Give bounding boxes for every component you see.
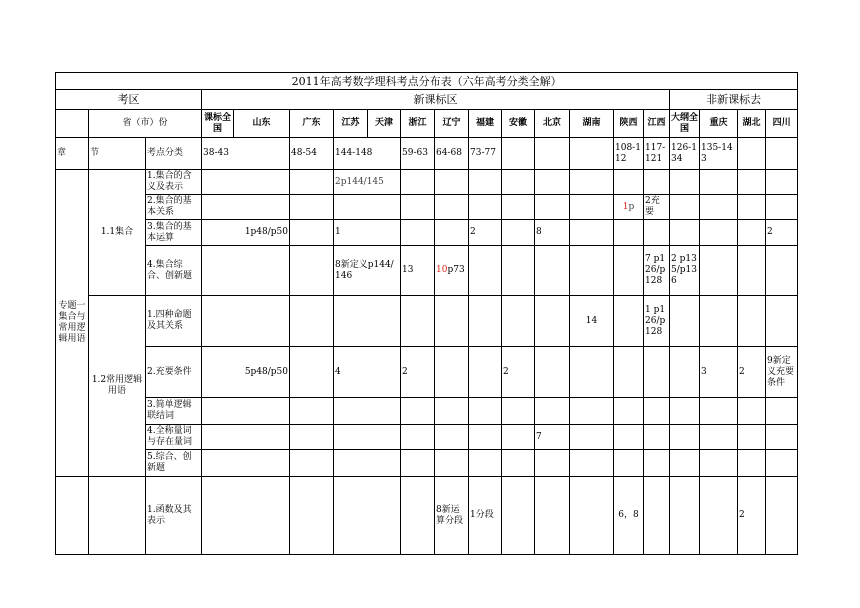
data-cell: 2 [766, 220, 798, 246]
data-cell: 13 [401, 246, 435, 296]
data-cell: 2 [469, 220, 502, 246]
section-cell [89, 477, 146, 555]
data-cell: 8新定义p144/146 [334, 246, 401, 296]
data-cell: 1分段 [469, 477, 502, 555]
topic-cell: 4.全称量词与存在量词 [146, 425, 202, 450]
page-cell: 144-148 [334, 138, 401, 170]
province-header: 山东 [234, 110, 290, 138]
province-header: 江苏 [334, 110, 368, 138]
province-label: 省（市）份 [89, 110, 202, 138]
table-title: 2011年高考数学理科考点分布表（六年高考分类全解） [56, 73, 798, 90]
province-header: 课标全国 [202, 110, 234, 138]
province-header: 湖南 [570, 110, 614, 138]
province-header: 重庆 [700, 110, 738, 138]
data-cell: 10p73 [435, 246, 469, 296]
data-cell: 8新运算分段 [435, 477, 469, 555]
page-cell: 73-77 [469, 138, 502, 170]
data-cell: 6，8 [614, 477, 644, 555]
page-cell: 108-112 [614, 138, 644, 170]
topic-cell: 3.简单逻辑联结词 [146, 398, 202, 425]
topic-cell: 1.集合的含义及表示 [146, 170, 202, 195]
page-cell: 38-43 [202, 138, 290, 170]
topic-distribution-table [55, 72, 798, 555]
chapter-cell: 专题一 集合与常用逻辑用语 [56, 170, 89, 477]
data-cell: 2充要 [644, 195, 670, 220]
data-cell: 2 p135/p136 [670, 246, 700, 296]
topic-cell: 4.集合综合、创新题 [146, 246, 202, 296]
page-cell: 64-68 [435, 138, 469, 170]
chapter-cell [56, 477, 89, 555]
section-label: 节 [89, 138, 146, 170]
non-new-curriculum-header: 非新课标去 [670, 90, 798, 110]
province-header: 辽宁 [435, 110, 469, 138]
province-header: 湖北 [738, 110, 766, 138]
data-cell: 14 [570, 296, 614, 347]
page-cell [535, 138, 570, 170]
data-cell: 4 [334, 347, 401, 398]
data-cell: 1 p126/p128 [644, 296, 670, 347]
province-header: 安徽 [502, 110, 535, 138]
data-cell: 7 [535, 425, 570, 450]
province-header: 四川 [766, 110, 798, 138]
province-header: 广东 [290, 110, 334, 138]
province-header: 大纲全国 [670, 110, 700, 138]
page-cell [738, 138, 766, 170]
topic-cell: 2.充要条件 [146, 347, 202, 398]
section-cell: 1.2常用逻辑用语 [89, 296, 146, 477]
page-cell [766, 138, 798, 170]
page-cell: 117-121 [644, 138, 670, 170]
data-cell: 1 [334, 220, 401, 246]
topic-cell: 5.综合、创新题 [146, 450, 202, 477]
blank-cell [56, 110, 89, 138]
data-cell: 2 [502, 347, 535, 398]
page-cell: 135-143 [700, 138, 738, 170]
data-cell: 3 [700, 347, 738, 398]
province-header: 福建 [469, 110, 502, 138]
section-cell: 1.1集合 [89, 170, 146, 296]
province-header: 天津 [368, 110, 401, 138]
page-cell [502, 138, 535, 170]
chapter-label: 章 [56, 138, 89, 170]
page-cell [570, 138, 614, 170]
topic-cell: 1.四种命题及其关系 [146, 296, 202, 347]
page-cell: 48-54 [290, 138, 334, 170]
province-header: 浙江 [401, 110, 435, 138]
highlight-number: 10 [436, 265, 448, 275]
province-header: 陕西 [614, 110, 644, 138]
page-cell: 126-134 [670, 138, 700, 170]
page-cell: 59-63 [401, 138, 435, 170]
data-cell: 2 [738, 477, 766, 555]
data-cell: 8 [535, 220, 570, 246]
topic-cell: 3.集合的基本运算 [146, 220, 202, 246]
data-cell: 2 [738, 347, 766, 398]
data-cell: 1p48/p50 [202, 220, 290, 246]
topic-cell: 2.集合的基本关系 [146, 195, 202, 220]
data-cell: 1p [614, 195, 644, 220]
kaoqu-header: 考区 [56, 90, 202, 110]
new-curriculum-header: 新课标区 [202, 90, 670, 110]
topic-label: 考点分类 [146, 138, 202, 170]
province-header: 北京 [535, 110, 570, 138]
data-cell: 7 p126/p128 [644, 246, 670, 296]
data-cell: 5p48/p50 [202, 347, 290, 398]
data-cell: 2p144/145 [334, 170, 401, 195]
data-cell: 9新定义充要条件 [766, 347, 798, 398]
highlight-number: 1 [622, 201, 629, 212]
province-header: 江西 [644, 110, 670, 138]
data-cell: 2 [401, 347, 435, 398]
topic-cell: 1.函数及其表示 [146, 477, 202, 555]
